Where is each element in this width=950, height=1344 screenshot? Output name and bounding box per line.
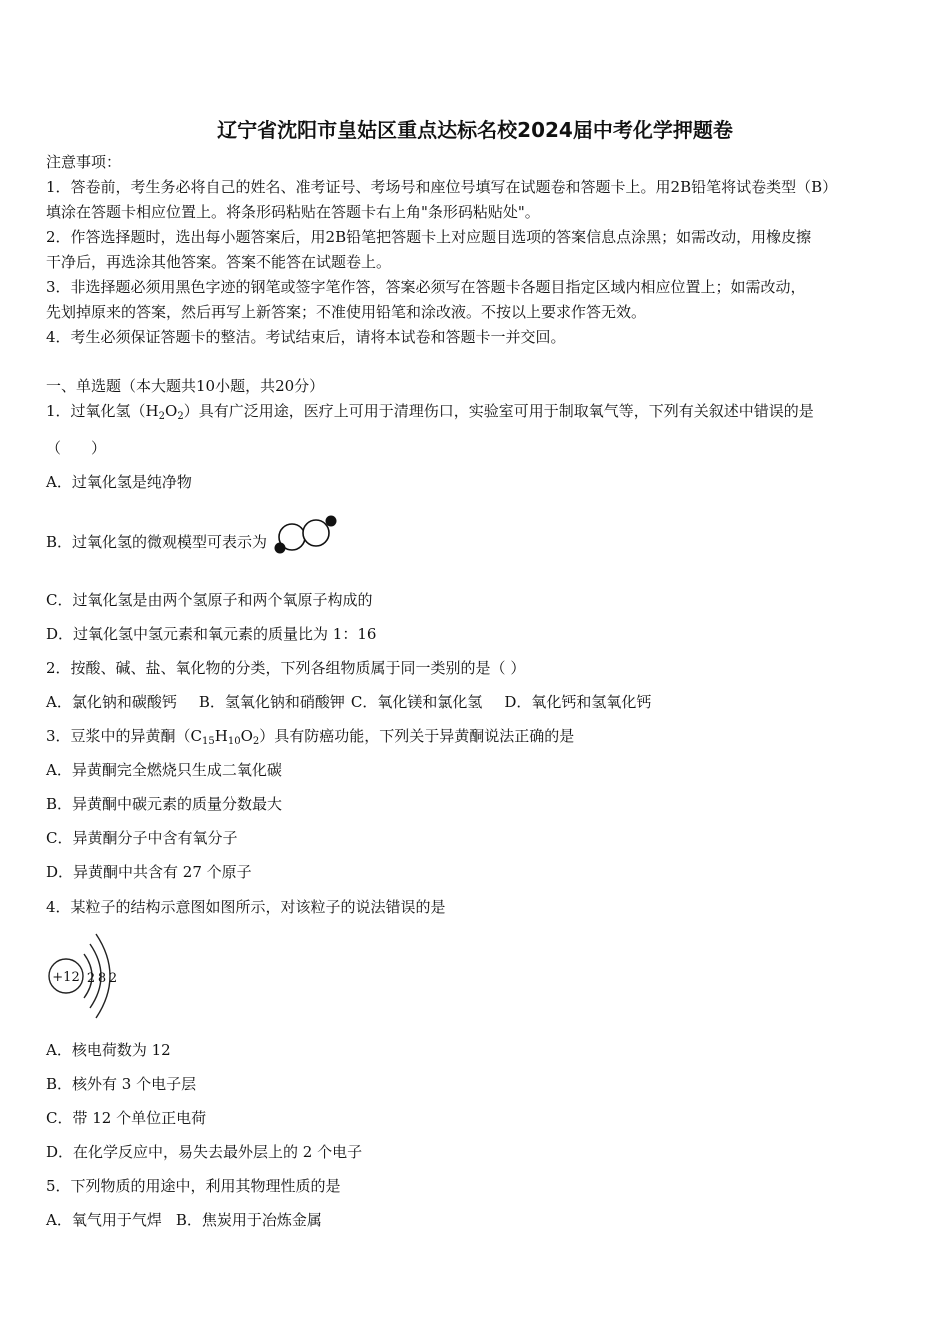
q1-stem: 1．过氧化氢$(H_2O_2)$具有广泛用途，医疗上可用于清理伤口，实验室可用于制取氧气等，下列有关叙述中错误的是	[46, 402, 814, 422]
q4-stem: 4．某粒子的结构示意图如图所示，对该粒子的说法错误的是	[46, 898, 446, 916]
q5-options	[46, 1210, 322, 1230]
q3-option-d: D．异黄酮中共含有 27 个原子	[46, 863, 252, 881]
notice-line: 1．答卷前，考生务必将自己的姓名、准考证号、考场号和座位号填写在试题卷和答题卡上。用2B铅笔将试卷类型（B）	[46, 178, 838, 196]
h2o2-molecule-model-icon	[272, 515, 338, 555]
q4-option-c: C．带 12 个单位正电荷	[46, 1109, 207, 1127]
q2-option-b: B．氢氧化钠和硝酸钾	[198, 693, 345, 711]
atom-structure-diagram	[44, 928, 134, 1024]
notice-line: 干净后，再选涂其他答案。答案不能答在试题卷上。	[46, 253, 392, 271]
notice-line: 填涂在答题卡相应位置上。将条形码粘贴在答题卡右上角"条形码粘贴处"。	[46, 203, 540, 221]
q3-option-b: B．异黄酮中碳元素的质量分数最大	[46, 795, 283, 813]
notice-line: 2．作答选择题时，选出每小题答案后，用2B铅笔把答题卡上对应题目选项的答案信息点涂黑；如需改动，用橡皮擦	[46, 228, 812, 246]
notice-line: 3．非选择题必须用黑色字迹的钢笔或签字笔作答，答案必须写在答题卡各题目指定区域内相应位置上；如需改动，	[46, 278, 806, 296]
q1-option-c: C．过氧化氢是由两个氢原子和两个氧原子构成的	[46, 591, 373, 609]
q3-stem: 3．豆浆中的异黄酮$(C_{15}H_{10}O_2)$具有防癌功能，下列关于异黄酮说法正确的是	[46, 727, 575, 747]
q3-option-c: C．异黄酮分子中含有氧分子	[46, 829, 238, 847]
shell-electrons-1: 2	[86, 971, 96, 986]
q4-option-a: A．核电荷数为 12	[46, 1041, 171, 1059]
shell-electrons-2: 8	[97, 971, 107, 986]
notice-line: 先划掉原来的答案，然后再写上新答案；不准使用铅笔和涂改液。不按以上要求作答无效。	[46, 303, 647, 321]
shell-electrons-3: 2	[108, 971, 118, 986]
q1-option-b: B．过氧化氢的微观模型可表示为	[46, 531, 338, 555]
q1-option-d: D．过氧化氢中氢元素和氧元素的质量比为 1：16	[46, 625, 377, 643]
section-heading: 一、单选题（本大题共10小题，共20分）	[46, 377, 325, 395]
q4-option-d: D．在化学反应中，易失去最外层上的 2 个电子	[46, 1143, 363, 1161]
q1-option-a: A．过氧化氢是纯净物	[46, 473, 192, 491]
q2-stem: 2．按酸、碱、盐、氧化物的分类，下列各组物质属于同一类别的是（ ）	[46, 659, 526, 677]
page-title: 辽宁省沈阳市皇姑区重点达标名校2024届中考化学押题卷	[217, 118, 733, 142]
q1-blank: （ ）	[46, 439, 107, 457]
nucleus-charge: +12	[52, 970, 80, 985]
q5-stem: 5．下列物质的用途中，利用其物理性质的是	[46, 1177, 341, 1195]
q2-options	[46, 692, 651, 712]
notice-line: 4．考生必须保证答题卡的整洁。考试结束后，请将本试卷和答题卡一并交回。	[46, 328, 566, 346]
notice-heading: 注意事项：	[46, 153, 122, 171]
q2-option-d: D．氧化钙和氢氧化钙	[504, 693, 652, 711]
q5-option-a: A．氧气用于气焊	[46, 1211, 162, 1229]
q2-option-c: C．氧化镁和氯化氢	[350, 693, 483, 711]
q4-option-b: B．核外有 3 个电子层	[46, 1075, 197, 1093]
q3-option-a: A．异黄酮完全燃烧只生成二氧化碳	[46, 761, 282, 779]
q2-option-a: A．氯化钠和碳酸钙	[46, 693, 177, 711]
q5-option-b: B．焦炭用于冶炼金属	[175, 1211, 322, 1229]
